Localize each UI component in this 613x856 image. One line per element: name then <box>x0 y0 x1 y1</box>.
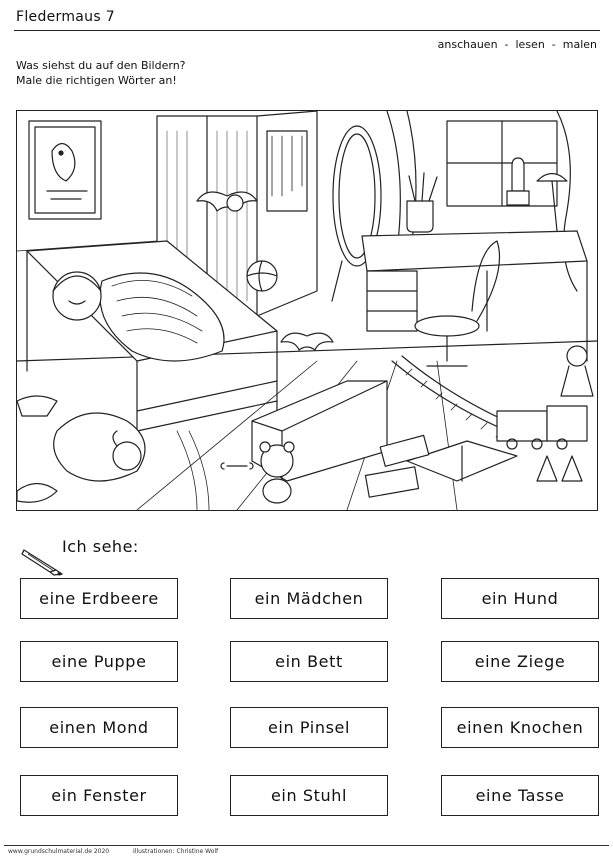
girl <box>53 272 101 320</box>
word-box-fenster[interactable]: ein Fenster <box>20 775 178 816</box>
worksheet-subtitle: anschauen - lesen - malen <box>437 38 597 51</box>
prompt-text: Ich sehe: <box>62 537 139 556</box>
dragon-picture <box>29 121 101 219</box>
toy-train <box>497 411 547 441</box>
search-picture <box>16 110 598 511</box>
doll <box>567 346 587 366</box>
task-line-1: Was siehst du auf den Bildern? <box>16 59 186 72</box>
worksheet-title: Fledermaus 7 <box>16 9 115 25</box>
bone <box>221 463 253 469</box>
chair <box>415 316 479 336</box>
task-line-2: Male die richtigen Wörter an! <box>16 74 177 87</box>
word-box-knochen[interactable]: einen Knochen <box>441 707 599 748</box>
footer-rule <box>4 845 609 846</box>
footer-website: www.grundschulmaterial.de 2020 <box>8 848 110 855</box>
word-box-stuhl[interactable]: ein Stuhl <box>230 775 388 816</box>
desk <box>362 231 587 271</box>
word-box-hund[interactable]: ein Hund <box>441 578 599 619</box>
word-box-puppe[interactable]: eine Puppe <box>20 641 178 682</box>
pencil-icon <box>20 544 68 580</box>
title-rule <box>14 30 600 31</box>
word-box-bett[interactable]: ein Bett <box>230 641 388 682</box>
word-box-pinsel[interactable]: ein Pinsel <box>230 707 388 748</box>
word-box-tasse[interactable]: eine Tasse <box>441 775 599 816</box>
word-box-erdbeere[interactable]: eine Erdbeere <box>20 578 178 619</box>
word-box-maedchen[interactable]: ein Mädchen <box>230 578 388 619</box>
footer-credits: Illustrationen: Christine Wolf <box>133 848 219 855</box>
word-box-ziege[interactable]: eine Ziege <box>441 641 599 682</box>
task-instructions <box>16 58 186 88</box>
footer <box>8 848 240 855</box>
ball <box>247 261 277 291</box>
word-box-mond[interactable]: einen Mond <box>20 707 178 748</box>
